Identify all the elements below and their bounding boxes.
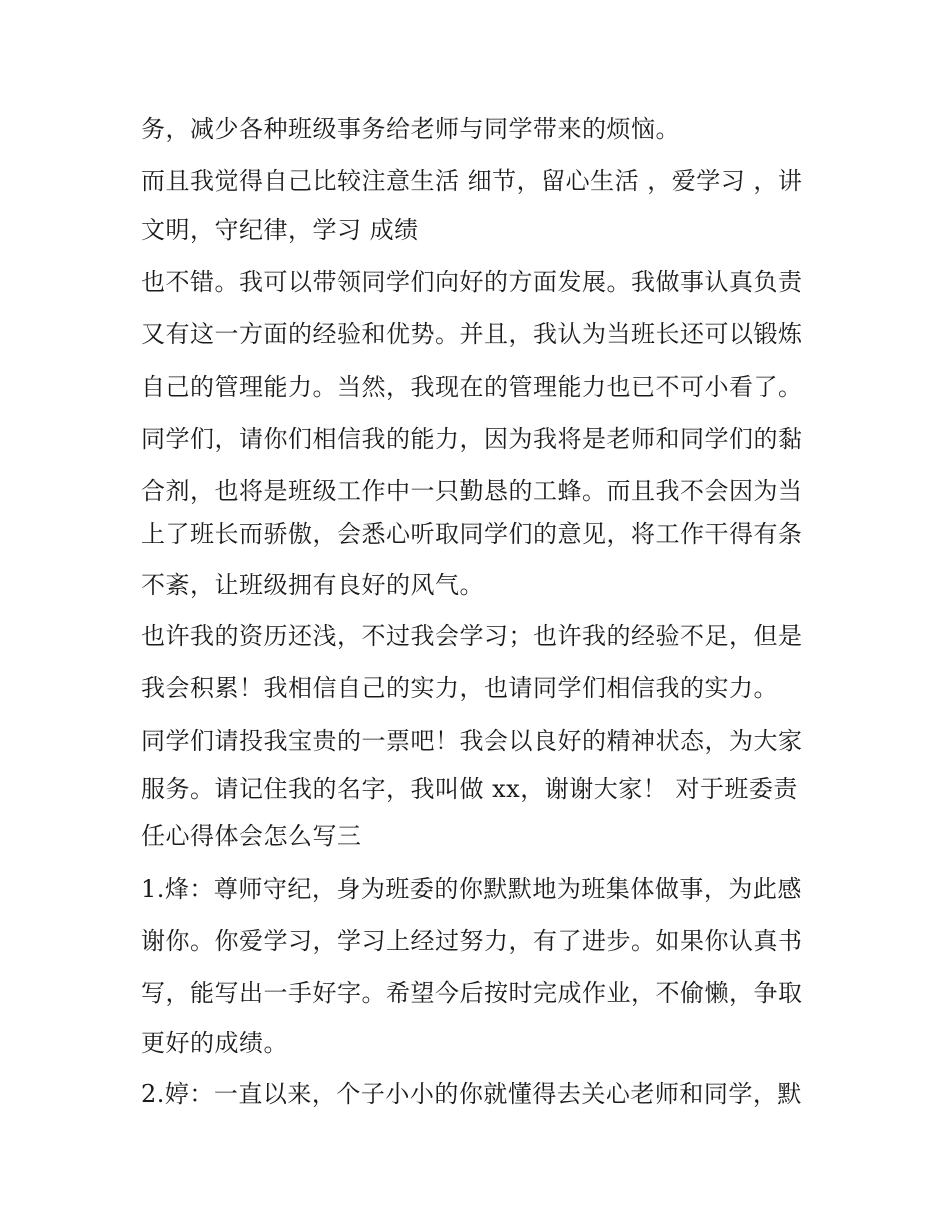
text-line: 不紊，让班级拥有良好的风气。 (141, 571, 484, 599)
text-line: 服务。请记住我的名字，我叫做 xx，谢谢大家！ 对于班委责 (141, 775, 798, 803)
text-line: 也许我的资历还浅，不过我会学习；也许我的经验不足，但是 (141, 622, 803, 650)
text-line: 而且我觉得自己比较注意生活 细节，留心生活 ，爱学习 ，讲 (141, 167, 803, 195)
text-line: 同学们请投我宝贵的一票吧！我会以良好的精神状态，为大家 (141, 727, 803, 755)
text-line: 务，减少各种班级事务给老师与同学带来的烦恼。 (141, 115, 680, 143)
text-line: 我会积累！我相信自己的实力，也请同学们相信我的实力。 (141, 674, 778, 702)
text-line: 谢你。你爱学习，学习上经过努力，有了进步。如果你认真书 (141, 927, 803, 955)
text-line: 上了班长而骄傲，会悉心听取同学们的意见，将工作干得有条 (141, 520, 803, 548)
text-line: 合剂，也将是班级工作中一只勤恳的工蜂。而且我不会因为当 (141, 477, 803, 505)
text-line: 更好的成绩。 (141, 1029, 288, 1057)
text-line: 2.婷：一直以来，个子小小的你就懂得去关心老师和同学，默 (141, 1080, 802, 1108)
text-line: 文明，守纪律，学习 成绩 (141, 216, 419, 244)
text-line: 写，能写出一手好字。希望今后按时完成作业，不偷懒，争取 (141, 979, 803, 1007)
text-line: 又有这一方面的经验和优势。并且，我认为当班长还可以锻炼 (141, 320, 803, 348)
text-line: 自己的管理能力。当然，我现在的管理能力也已不可小看了。 (141, 373, 803, 401)
text-line: 也不错。我可以带领同学们向好的方面发展。我做事认真负责 (141, 268, 803, 296)
text-line: 1.烽：尊师守纪，身为班委的你默默地为班集体做事，为此感 (141, 875, 802, 903)
text-line: 同学们，请你们相信我的能力，因为我将是老师和同学们的黏 (141, 425, 803, 453)
text-line: 任心得体会怎么写三 (141, 822, 362, 850)
